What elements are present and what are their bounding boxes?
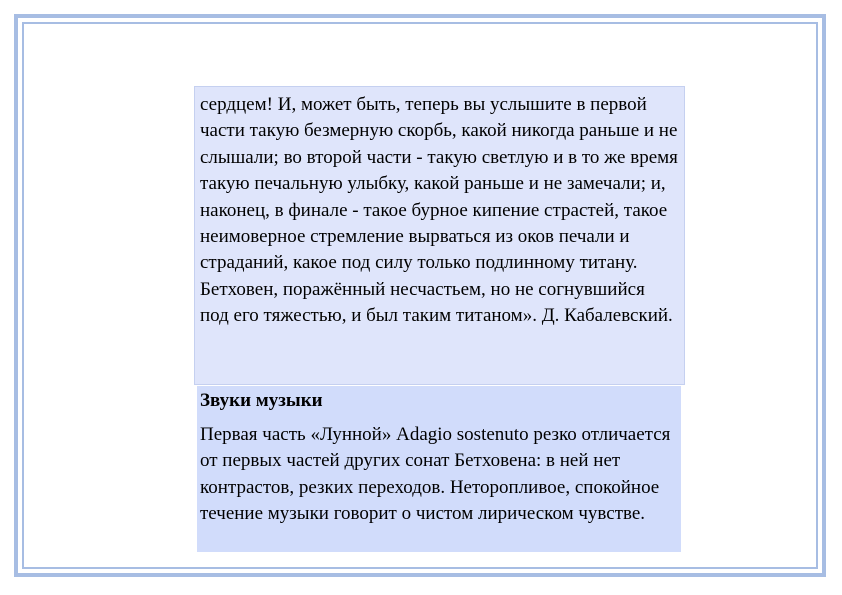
sounds-title: Звуки музыки xyxy=(200,390,323,411)
sounds-text: Первая часть «Лунной» Adagio sostenuto резко отличается от первых частей других сонат Бетховена: в ней нет контрастов, резких переходов. Неторопливое, спокойное течение музыки говорит о чистом лирическом чувстве. xyxy=(200,424,671,524)
quote-text-box xyxy=(194,86,685,385)
sounds-text-box xyxy=(197,386,681,552)
quote-text: сердцем! И, может быть, теперь вы услышите в первой части такую безмерную скорбь, какой никогда раньше и не слышали; во второй части - такую светлую и в то же время такую печальную улыбку, какой раньше и не замечали; и, наконец, в финале - такое бурное кипение страстей, такое неимоверное стремление вырваться из оков печали и страданий, какое под силу только подлинному титану. Бетховен, поражённый несчастьем, но не согнувшийся под его тяжестью, и был таким титаном». Д. Кабалевский. xyxy=(200,94,678,327)
